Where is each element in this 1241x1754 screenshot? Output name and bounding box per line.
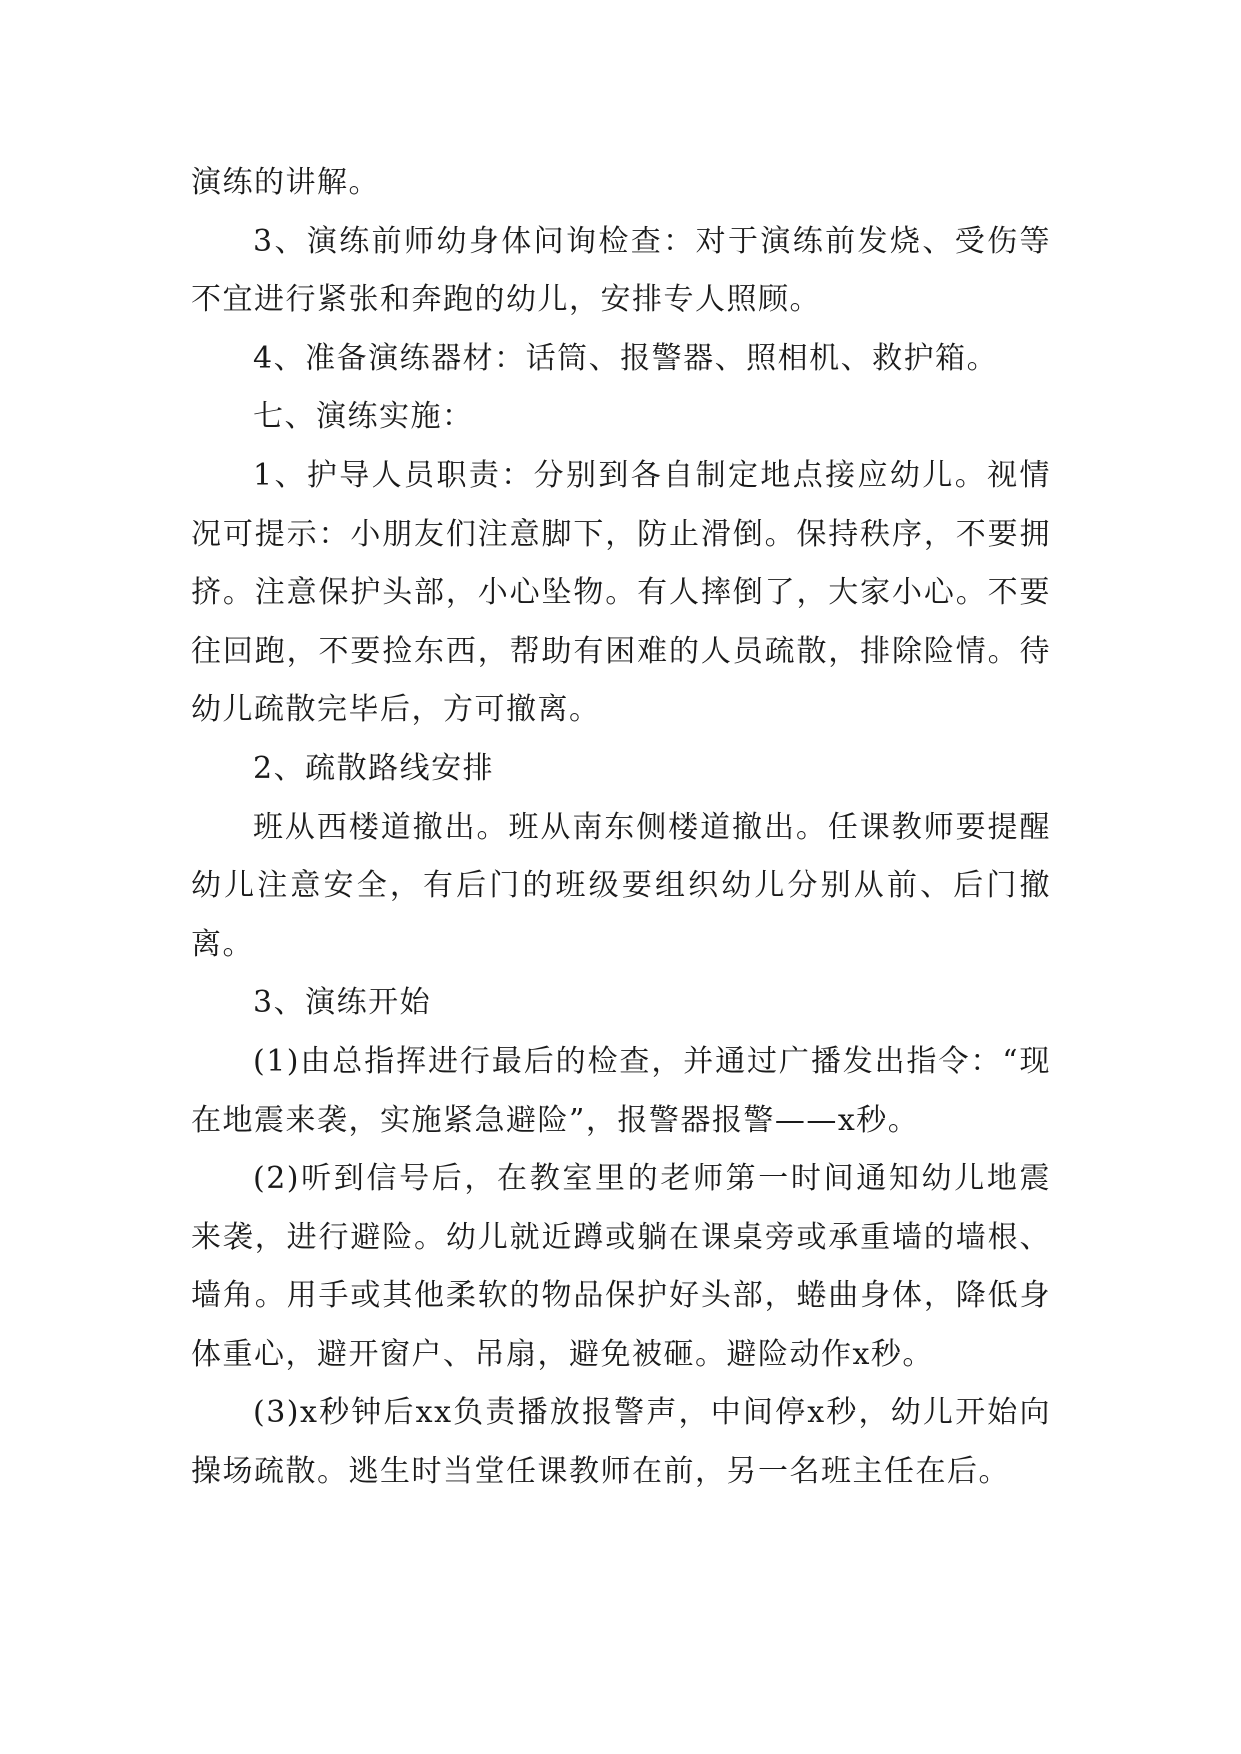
paragraph-6: 2、疏散路线安排	[253, 750, 495, 786]
paragraph-2: 3、演练前师幼身体问询检查：对于演练前发烧、受伤等不宜进行紧张和奔跑的幼儿，安排专人照顾。	[191, 223, 1051, 318]
paragraph-5: 1、护导人员职责：分别到各自制定地点接应幼儿。视情况可提示：小朋友们注意脚下，防止滑倒。保持秩序，不要拥挤。注意保护头部，小心坠物。有人摔倒了，大家小心。不要往回跑，不要捡东西，帮助有困难的人员疏散，排除险情。待幼儿疏散完毕后，方可撤离。	[191, 457, 1051, 728]
section-heading-7: 七、演练实施：	[253, 399, 474, 435]
paragraph-11: (3)x秒钟后xx负责播放报警声，中间停x秒，幼儿开始向操场疏散。逃生时当堂任课教师在前，另一名班主任在后。	[191, 1395, 1051, 1490]
paragraph-8: 3、演练开始	[253, 985, 432, 1021]
paragraph-1: 演练的讲解。	[191, 165, 380, 200]
paragraph-9: (1)由总指挥进行最后的检查，并通过广播发出指令：“现在地震来袭，实施紧急避险”，报警器报警——x秒。	[191, 1043, 1051, 1138]
paragraph-7: 班从西楼道撤出。班从南东侧楼道撤出。任课教师要提醒幼儿注意安全，有后门的班级要组织幼儿分别从前、后门撤离。	[191, 809, 1051, 962]
paragraph-3: 4、准备演练器材：话筒、报警器、照相机、救护箱。	[253, 340, 999, 376]
paragraph-10: (2)听到信号后，在教室里的老师第一时间通知幼儿地震来袭，进行避险。幼儿就近蹲或躺在课桌旁或承重墙的墙根、墙角。用手或其他柔软的物品保护好头部，蜷曲身体，降低身体重心，避开窗户、吊扇，避免被砸。避险动作x秒。	[191, 1161, 1051, 1372]
document-body	[191, 154, 1051, 1502]
